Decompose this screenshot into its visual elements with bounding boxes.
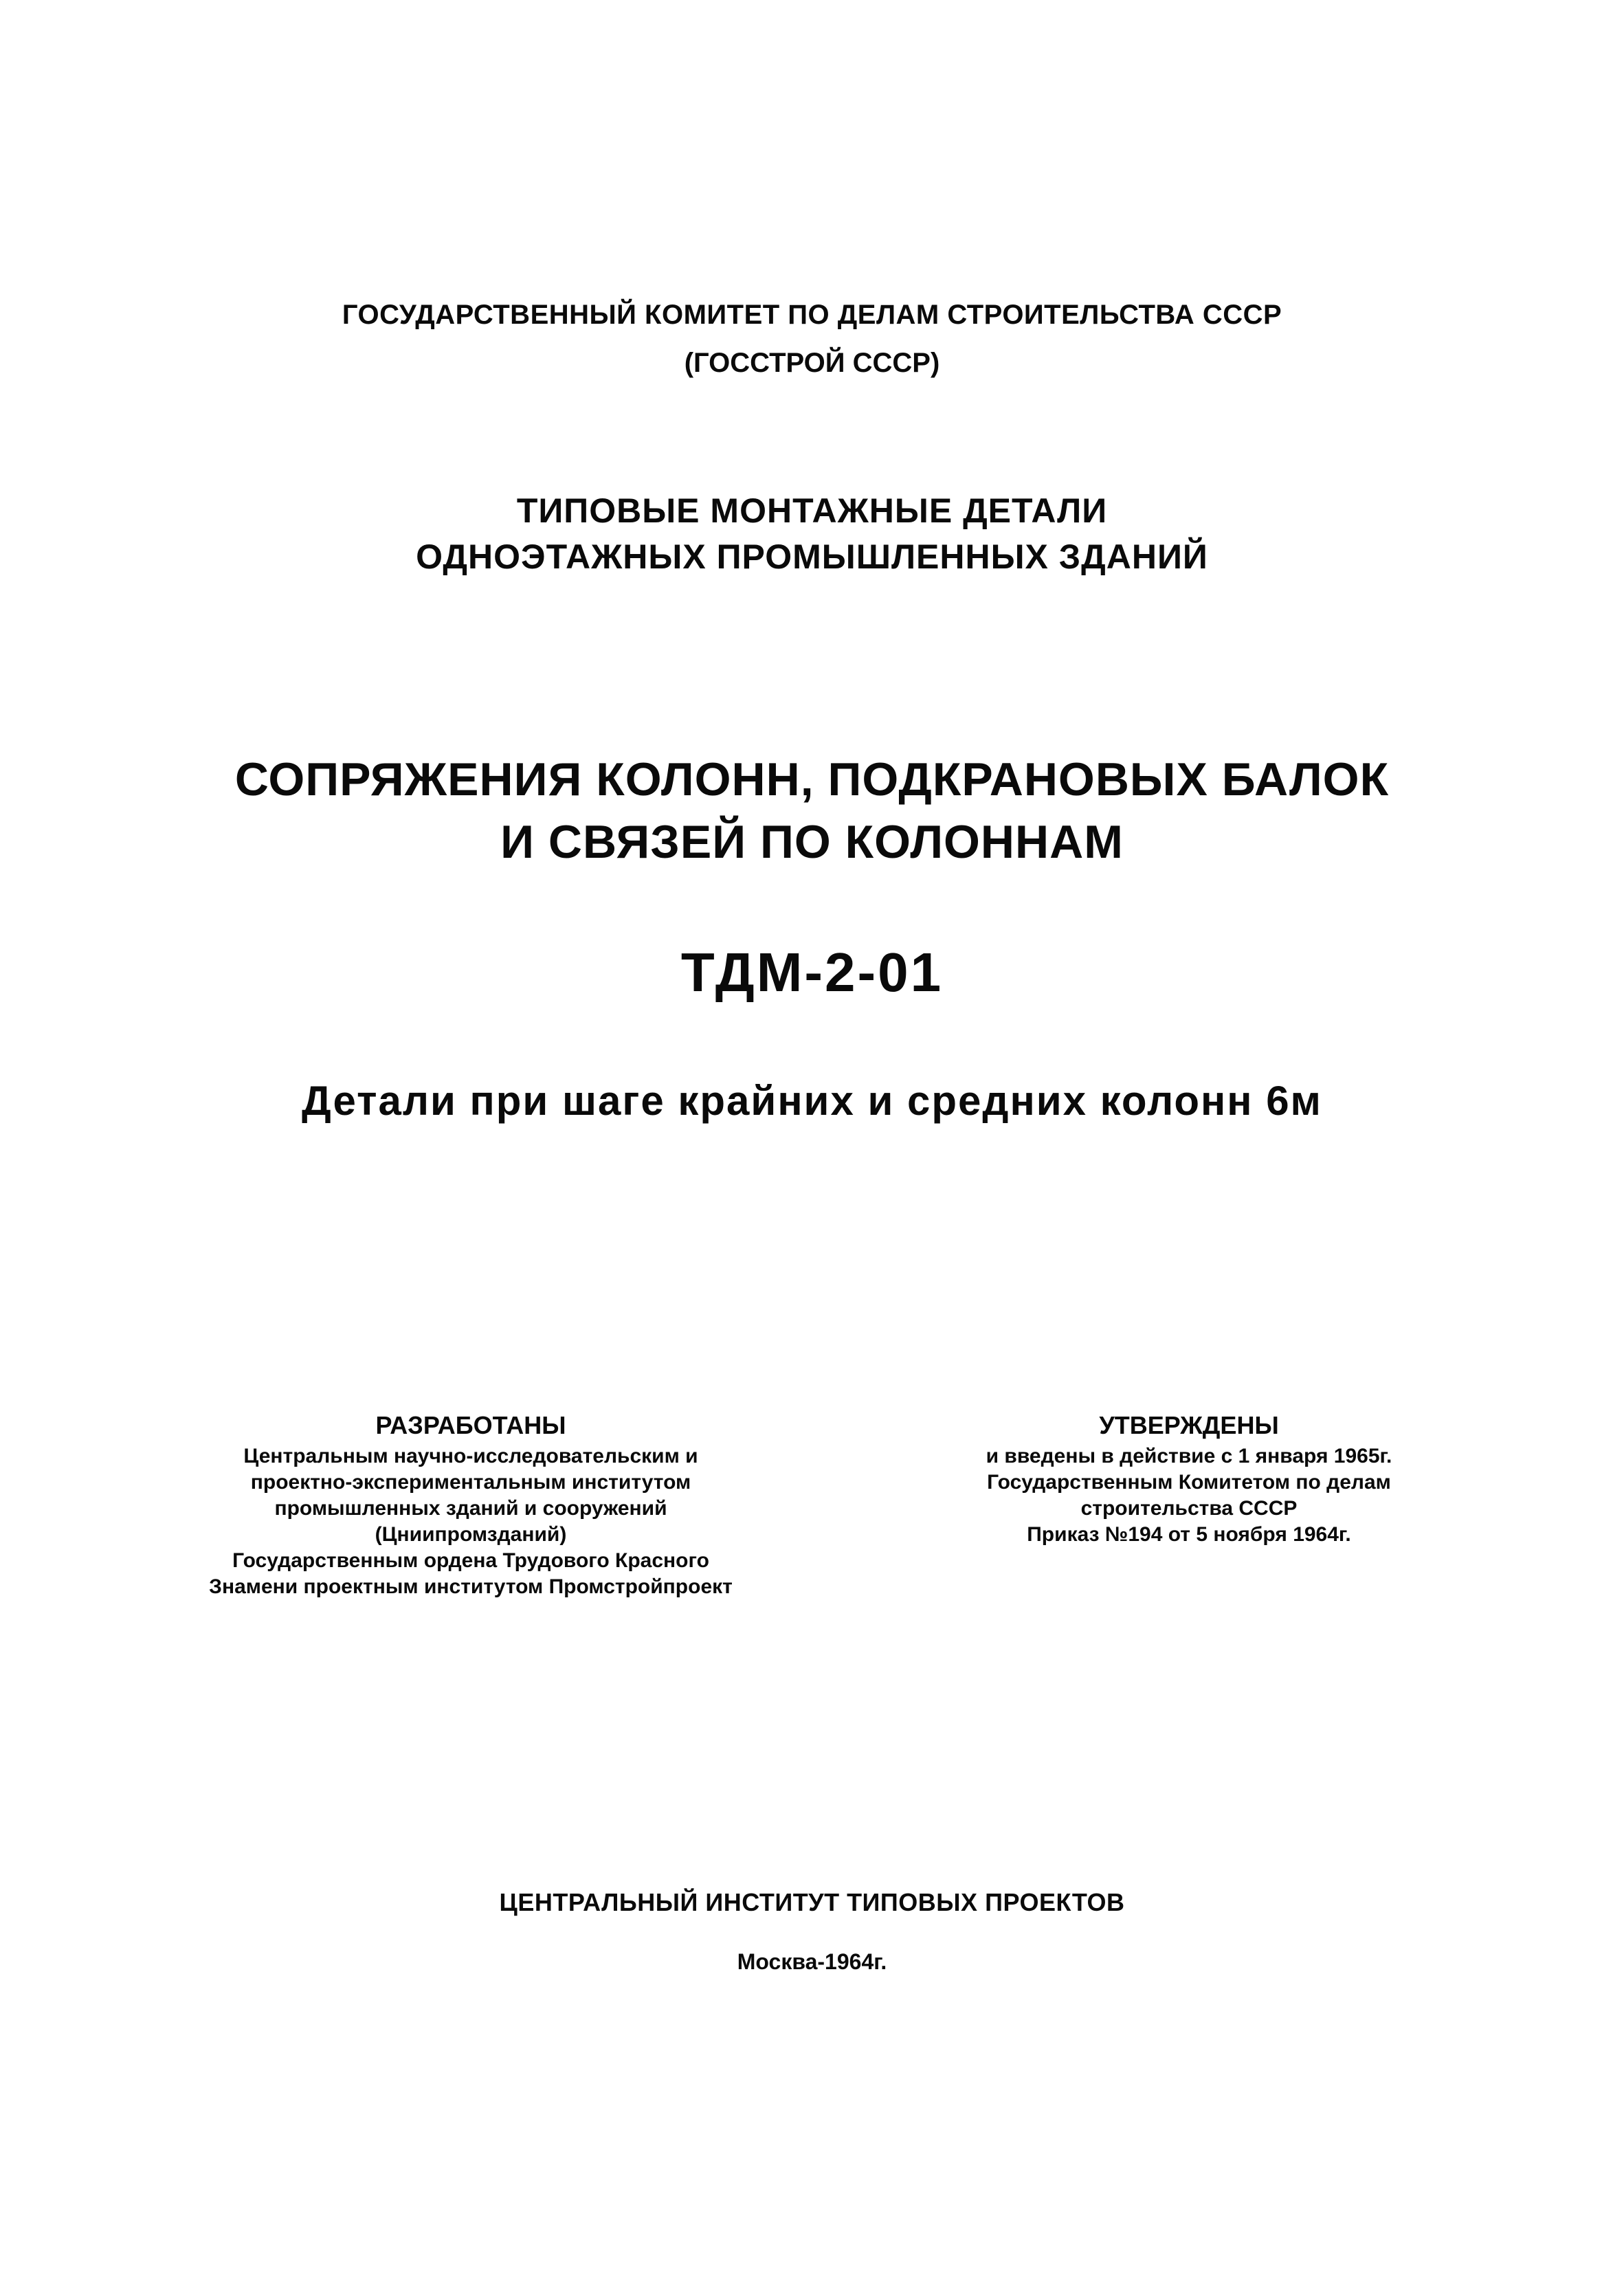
approved-heading: УТВЕРЖДЕНЫ [1099, 1411, 1279, 1439]
developed-line: (Цниипромзданий) [375, 1523, 567, 1546]
committee-name: ГОСУДАРСТВЕННЫЙ КОМИТЕТ ПО ДЕЛАМ СТРОИТЕЛЬСТВА СССР [342, 300, 1282, 330]
developed-line: Государственным ордена Трудового Красного [232, 1549, 709, 1572]
approved-line: и введены в действие с 1 января 1965г. [986, 1445, 1392, 1467]
developed-line: Знамени проектным институтом Промстройпроект [209, 1575, 733, 1598]
developed-heading: РАЗРАБОТАНЫ [375, 1411, 566, 1439]
developed-line: промышленных зданий и сооружений [274, 1497, 667, 1520]
document-subtitle: Детали при шаге крайних и средних колонн 6м [302, 1078, 1322, 1124]
approved-line: строительства СССР [1080, 1497, 1298, 1520]
series-title-line-2: ОДНОЭТАЖНЫХ ПРОМЫШЛЕННЫХ ЗДАНИЙ [416, 537, 1208, 576]
developed-line: проектно-экспериментальным институтом [250, 1471, 691, 1494]
document-title-line-1: СОПРЯЖЕНИЯ КОЛОНН, ПОДКРАНОВЫХ БАЛОК [234, 753, 1390, 806]
approved-line: Приказ №194 от 5 ноября 1964г. [1027, 1523, 1351, 1546]
approved-line: Государственным Комитетом по делам [987, 1471, 1391, 1494]
document-title-line-2: И СВЯЗЕЙ ПО КОЛОННАМ [500, 816, 1124, 868]
developed-line: Центральным научно-исследовательским и [243, 1445, 698, 1467]
publisher-name: ЦЕНТРАЛЬНЫЙ ИНСТИТУТ ТИПОВЫХ ПРОЕКТОВ [499, 1888, 1125, 1916]
developed-by-block [172, 1413, 770, 1597]
committee-abbreviation: (ГОССТРОЙ СССР) [684, 348, 940, 378]
publication-place-year: Москва-1964г. [737, 1949, 887, 1974]
document-code: ТДМ-2-01 [680, 942, 944, 1003]
approved-block [907, 1413, 1471, 1545]
series-title-line-1: ТИПОВЫЕ МОНТАЖНЫЕ ДЕТАЛИ [516, 491, 1108, 530]
